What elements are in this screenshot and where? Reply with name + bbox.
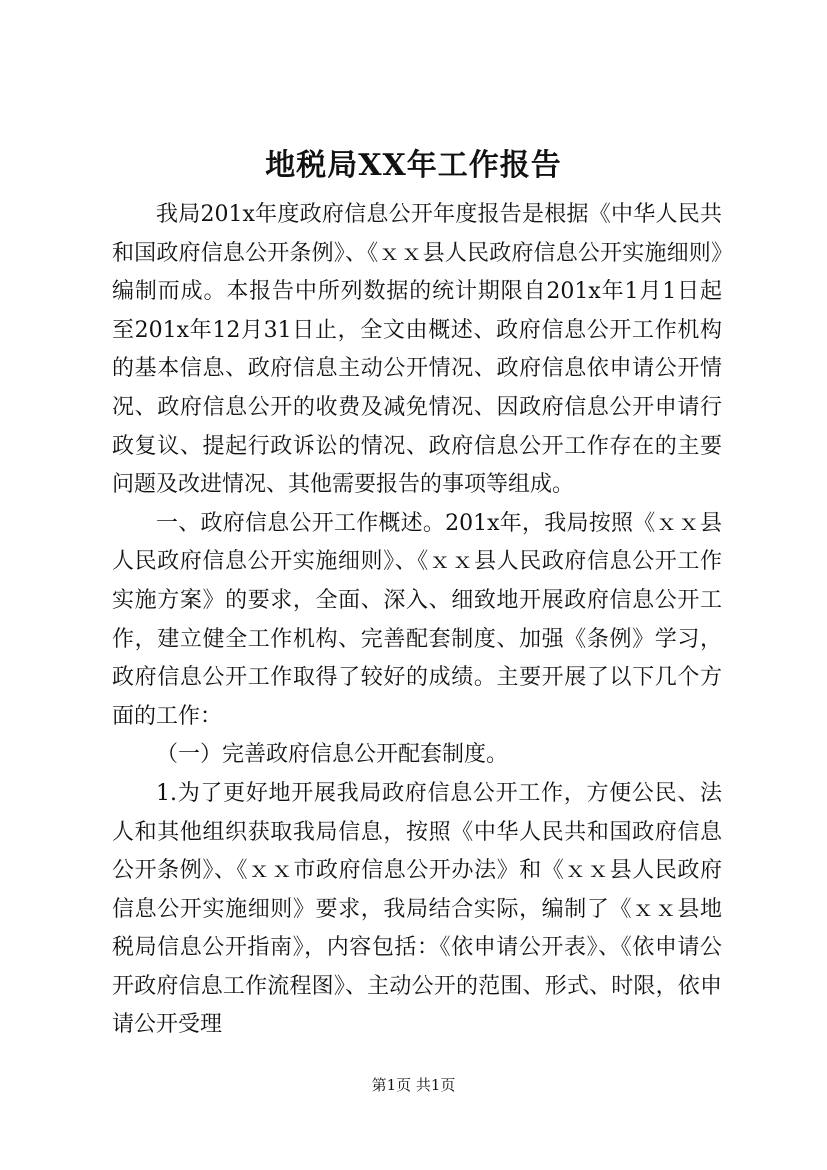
- paragraph-section-1: 一、政府信息公开工作概述。201x年，我局按照《ｘｘ县人民政府信息公开实施细则》、《ｘｘ县人民政府信息公开工作实施方案》的要求，全面、深入、细致地开展政府信息公开工作，建立健全工作机构、完善配套制度、加强《条例》学习，政府信息公开工作取得了较好的成绩。主要开展了以下几个方面的工作：: [112, 510, 722, 729]
- paragraph-intro: 我局201x年度政府信息公开年度报告是根据《中华人民共和国政府信息公开条例》、《ｘｘ县人民政府信息公开实施细则》编制而成。本报告中所列数据的统计期限自201x年1月1日起至201x年12月31日止，全文由概述、政府信息公开工作机构的基本信息、政府信息主动公开情况、政府信息依申请公开情况、政府信息公开的收费及减免情况、因政府信息公开申请行政复议、提起行政诉讼的情况、政府信息公开工作存在的主要问题及改进情况、其他需要报告的事项等组成。: [112, 202, 722, 498]
- paragraph-subsection-1: （一）完善政府信息公开配套制度。: [156, 742, 509, 768]
- page-footer: 第1页 共1页: [371, 1076, 456, 1094]
- page-title: 地税局XX年工作报告: [265, 148, 562, 183]
- document-body: [112, 196, 722, 1045]
- paragraph-item-1: 1.为了更好地开展我局政府信息公开工作，方便公民、法人和其他组织获取我局信息，按照《中华人民共和国政府信息公开条例》、《ｘｘ市政府信息公开办法》和《ｘｘ县人民政府信息公开实施细则》要求，我局结合实际，编制了《ｘｘ县地税局信息公开指南》，内容包括：《依申请公开表》、《依申请公开政府信息工作流程图》、主动公开的范围、形式、时限，依申请公开受理: [112, 780, 722, 1038]
